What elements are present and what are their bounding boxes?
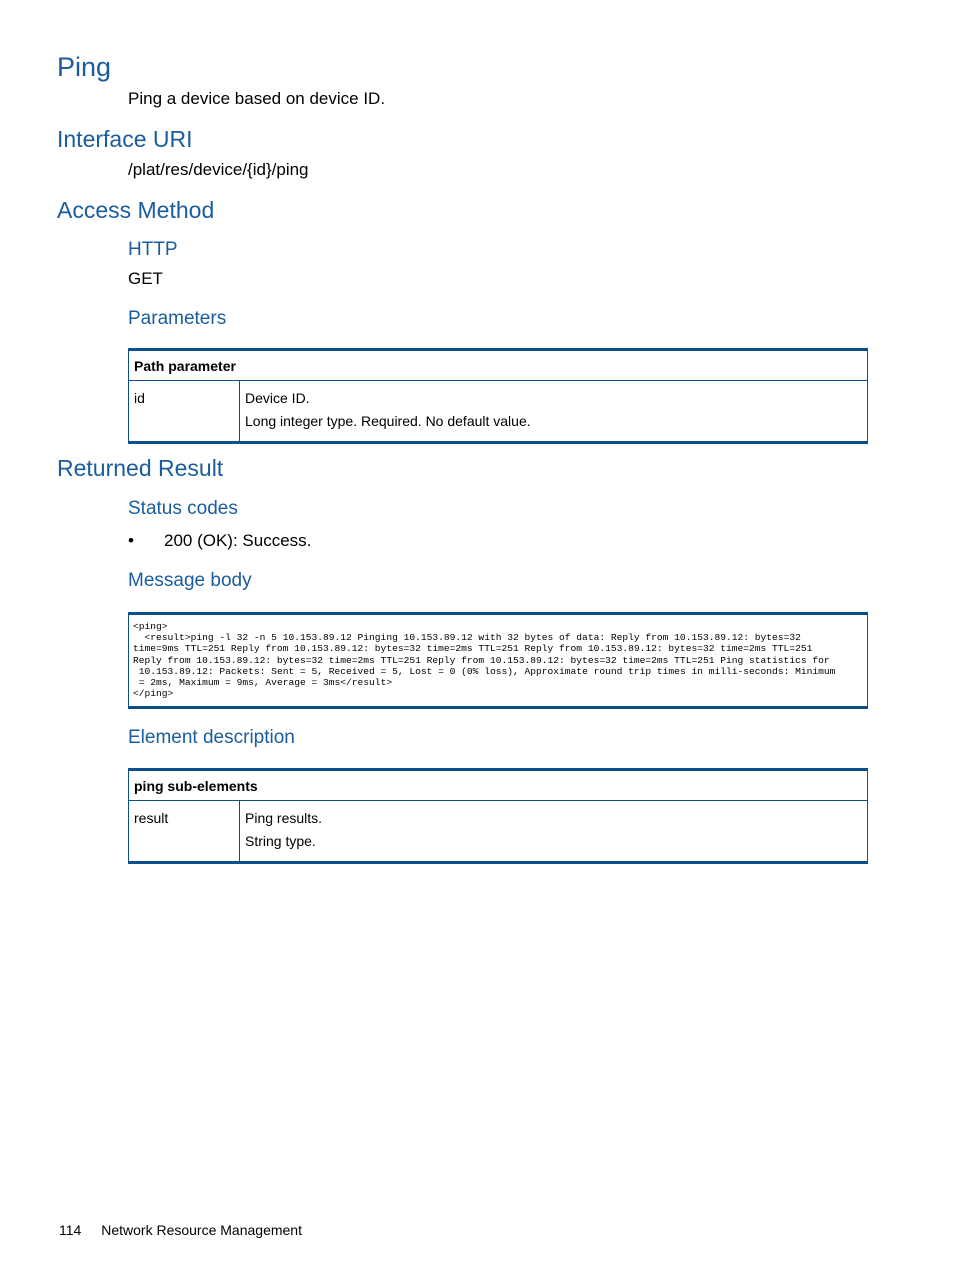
page-number: 114 bbox=[59, 1222, 82, 1238]
parameters-heading: Parameters bbox=[128, 308, 227, 329]
table-header: Path parameter bbox=[129, 350, 868, 381]
element-description-heading: Element description bbox=[128, 727, 295, 748]
footer-section-title: Network Resource Management bbox=[101, 1222, 302, 1238]
status-code-text: 200 (OK): Success. bbox=[164, 531, 312, 550]
param-description-line: Device ID. bbox=[245, 390, 310, 406]
status-codes-heading: Status codes bbox=[128, 498, 238, 519]
table-header: ping sub-elements bbox=[129, 770, 868, 801]
element-description-line: Ping results. bbox=[245, 810, 323, 826]
element-name: result bbox=[129, 801, 240, 863]
param-description bbox=[240, 381, 868, 443]
page-description: Ping a device based on device ID. bbox=[128, 89, 386, 108]
http-method-value: GET bbox=[128, 269, 163, 288]
param-description-line: Long integer type. Required. No default value. bbox=[245, 413, 531, 429]
table-row bbox=[129, 381, 868, 443]
element-description bbox=[240, 801, 868, 863]
interface-uri-value: /plat/res/device/{id}/ping bbox=[128, 160, 309, 179]
page-title: Ping bbox=[57, 52, 112, 82]
element-description-line: String type. bbox=[245, 833, 316, 849]
interface-uri-heading: Interface URI bbox=[57, 126, 193, 152]
path-parameter-table bbox=[128, 348, 868, 444]
param-name: id bbox=[129, 381, 240, 443]
access-method-heading: Access Method bbox=[57, 197, 215, 223]
page-footer bbox=[59, 1222, 302, 1238]
message-body-code: <ping> <result>ping -l 32 -n 5 10.153.89.12 Pinging 10.153.89.12 with 32 bytes of data: Reply from 10.153.89.12: bytes=32 time=9ms TTL=251 Reply from 10.153.89.12: bytes=32 time=2ms TTL=251 Reply from 10.153.89.12: bytes=32 time=2ms TTL=251 Reply from 10.153.89.12: bytes=32 time=2ms TTL=251 Reply from 10.153.89.12: bytes=32 time=2ms TTL=251 Ping statistics for 10.153.89.12: Packets: Sent = 5, Received = 5, Lost = 0 (0% loss), Approximate round trip times in milli-seconds: Minimum = 2ms, Maximum = 9ms, Average = 3ms</result> </ping> bbox=[128, 612, 868, 709]
message-body-heading: Message body bbox=[128, 570, 252, 591]
bullet-icon: • bbox=[128, 531, 134, 550]
table-row bbox=[129, 801, 868, 863]
http-heading: HTTP bbox=[128, 239, 178, 260]
ping-sub-elements-table bbox=[128, 768, 868, 864]
returned-result-heading: Returned Result bbox=[57, 455, 224, 481]
